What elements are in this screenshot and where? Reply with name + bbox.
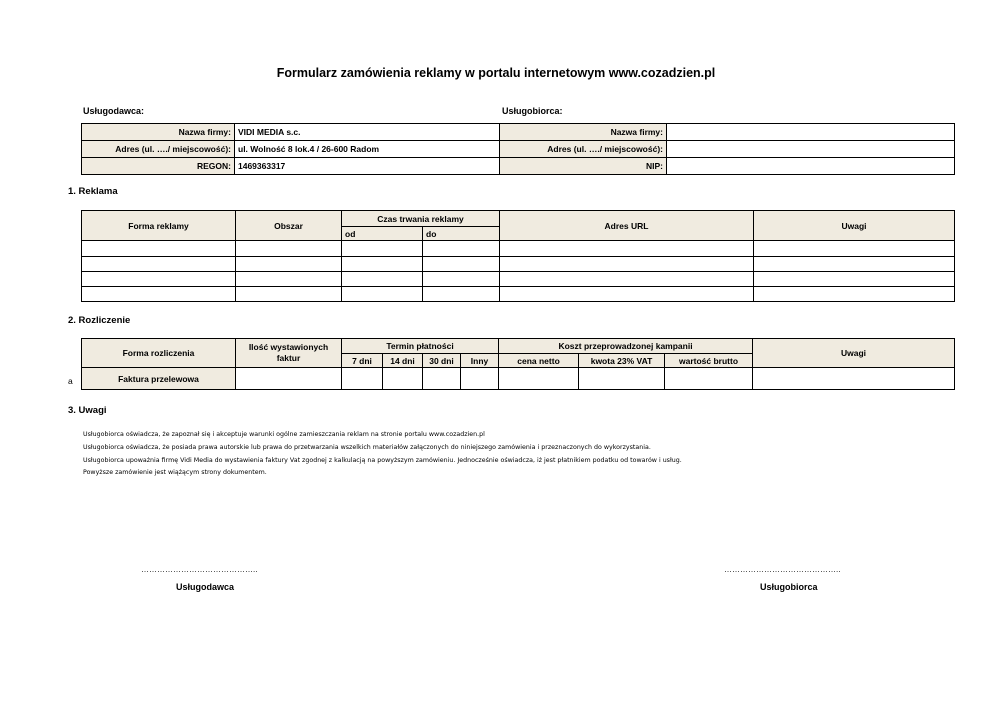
- client-heading: Usługobiorca:: [502, 106, 563, 116]
- client-address-value[interactable]: [667, 141, 955, 158]
- note-line-1: Usługobiorca oświadcza, że zapoznał się i akceptuje warunki ogólne zamieszczania reklam na stronie portalu www.cozadzien.pl: [83, 431, 485, 438]
- ad-col-form: Forma reklamy: [82, 211, 236, 241]
- billing-col-7d: 7 dni: [342, 354, 383, 368]
- ad-table: [81, 210, 955, 302]
- ad-col-notes: Uwagi: [754, 211, 955, 241]
- table-row: [82, 287, 955, 302]
- client-address-label: Adres (ul. …./ miejscowość):: [500, 141, 667, 158]
- provider-signature-line: ……………………………………..: [141, 565, 258, 574]
- ad-col-from: od: [342, 227, 423, 241]
- billing-col-net: cena netto: [499, 354, 579, 368]
- provider-address-value[interactable]: ul. Wolność 8 lok.4 / 26-600 Radom: [235, 141, 500, 158]
- section-1-heading: 1. Reklama: [68, 186, 118, 197]
- billing-row-label: Faktura przelewowa: [82, 368, 236, 390]
- provider-name-value[interactable]: VIDI MEDIA s.c.: [235, 124, 500, 141]
- client-signature-line: ……………………………………..: [724, 565, 841, 574]
- page-title: Formularz zamówienia reklamy w portalu internetowym www.cozadzien.pl: [276, 66, 716, 80]
- billing-col-other: Inny: [461, 354, 499, 368]
- billing-col-gross: wartość brutto: [665, 354, 753, 368]
- table-row: [82, 368, 955, 390]
- billing-col-form: Forma rozliczenia: [82, 339, 236, 368]
- table-row: [82, 257, 955, 272]
- provider-signature-label: Usługodawca: [176, 582, 235, 592]
- section-3-heading: 3. Uwagi: [68, 405, 107, 416]
- ad-col-url: Adres URL: [500, 211, 754, 241]
- provider-address-label: Adres (ul. …./ miejscowość):: [82, 141, 235, 158]
- billing-row-marker: a: [68, 376, 73, 386]
- ad-col-area: Obszar: [236, 211, 342, 241]
- client-nip-label: NIP:: [500, 158, 667, 175]
- billing-col-notes: Uwagi: [753, 339, 955, 368]
- note-line-4: Powyższe zamówienie jest wiążącym strony dokumentem.: [83, 469, 267, 476]
- table-row: [82, 241, 955, 257]
- ad-col-duration: Czas trwania reklamy: [342, 211, 500, 227]
- billing-col-cost: Koszt przeprowadzonej kampanii: [499, 339, 753, 354]
- billing-col-invoices: Ilość wystawionych faktur: [236, 339, 342, 368]
- client-name-value[interactable]: [667, 124, 955, 141]
- note-line-2: Usługobiorca oświadcza, że posiada prawa autorskie lub prawa do przetwarzania wszelkich materiałów załączonych do niniejszego zamówienia i przeznaczonych do wykorzystania.: [83, 444, 651, 451]
- billing-table: [81, 338, 955, 390]
- note-line-3: Usługobiorca upoważnia firmę Vidi Media do wystawienia faktury Vat zgodnej z kalkulacją na powyższym zamówieniu. Jednocześnie oświadcza, iż jest płatnikiem podatku od towarów i usług.: [83, 457, 682, 464]
- provider-regon-value[interactable]: 1469363317: [235, 158, 500, 175]
- billing-col-14d: 14 dni: [383, 354, 423, 368]
- provider-regon-label: REGON:: [82, 158, 235, 175]
- billing-col-payment: Termin płatności: [342, 339, 499, 354]
- section-2-heading: 2. Rozliczenie: [68, 315, 131, 326]
- parties-table: [81, 123, 955, 175]
- provider-heading: Usługodawca:: [83, 106, 145, 116]
- billing-col-vat: kwota 23% VAT: [579, 354, 665, 368]
- billing-col-30d: 30 dni: [423, 354, 461, 368]
- client-name-label: Nazwa firmy:: [500, 124, 667, 141]
- provider-name-label: Nazwa firmy:: [82, 124, 235, 141]
- ad-col-to: do: [423, 227, 500, 241]
- client-signature-label: Usługobiorca: [760, 582, 818, 592]
- table-row: [82, 272, 955, 287]
- client-nip-value[interactable]: [667, 158, 955, 175]
